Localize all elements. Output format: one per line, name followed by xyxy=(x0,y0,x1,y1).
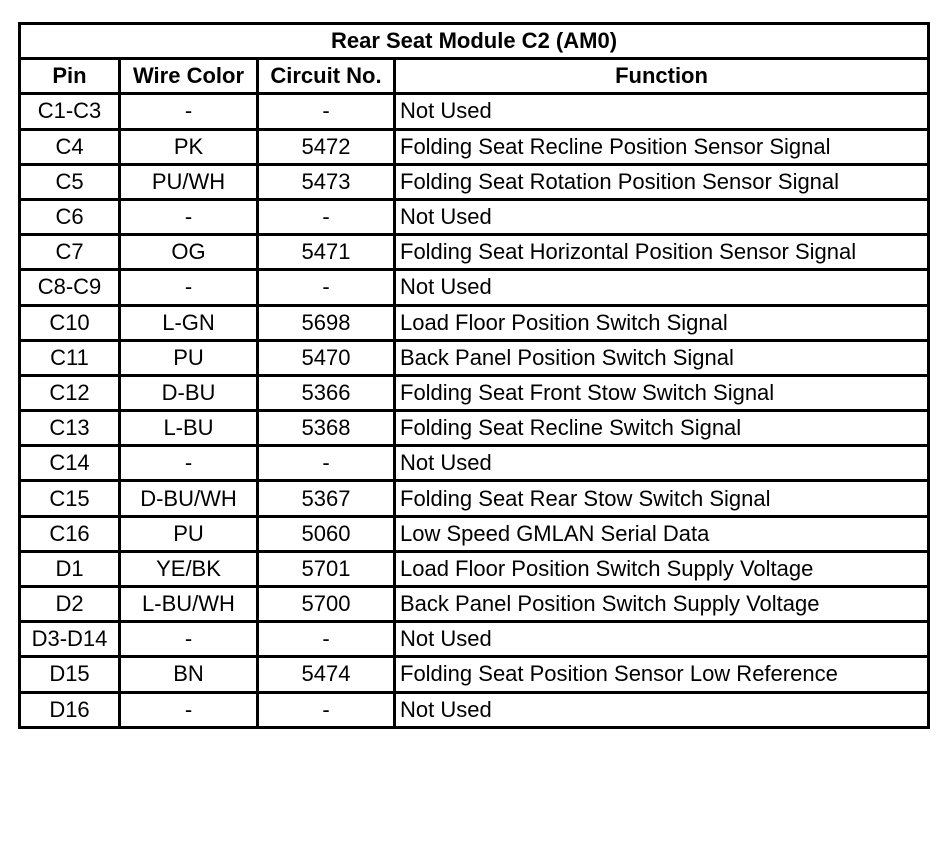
header-circuit-no: Circuit No. xyxy=(258,59,395,94)
pin-cell: C16 xyxy=(20,516,120,551)
pin-cell: C8-C9 xyxy=(20,270,120,305)
function-cell: Folding Seat Position Sensor Low Reference xyxy=(395,657,929,692)
function-cell: Not Used xyxy=(395,94,929,129)
wire-color-cell: - xyxy=(120,446,258,481)
table-row xyxy=(20,692,929,727)
pin-cell: C7 xyxy=(20,235,120,270)
table-row xyxy=(20,94,929,129)
circuit-no-cell: 5473 xyxy=(258,164,395,199)
circuit-no-cell: 5367 xyxy=(258,481,395,516)
circuit-no-cell: 5470 xyxy=(258,340,395,375)
pin-cell: C12 xyxy=(20,375,120,410)
pin-cell: C14 xyxy=(20,446,120,481)
function-cell: Folding Seat Recline Position Sensor Signal xyxy=(395,129,929,164)
pin-cell: D16 xyxy=(20,692,120,727)
circuit-no-cell: 5472 xyxy=(258,129,395,164)
table-row xyxy=(20,446,929,481)
pin-cell: C10 xyxy=(20,305,120,340)
wire-color-cell: - xyxy=(120,692,258,727)
function-cell: Not Used xyxy=(395,692,929,727)
pin-cell: C6 xyxy=(20,199,120,234)
wire-color-cell: BN xyxy=(120,657,258,692)
wire-color-cell: PU xyxy=(120,340,258,375)
function-cell: Not Used xyxy=(395,270,929,305)
table-row xyxy=(20,270,929,305)
wire-color-cell: L-BU/WH xyxy=(120,587,258,622)
table-row xyxy=(20,129,929,164)
pin-cell: D15 xyxy=(20,657,120,692)
table-row xyxy=(20,375,929,410)
wire-color-cell: PU/WH xyxy=(120,164,258,199)
wire-color-cell: YE/BK xyxy=(120,551,258,586)
wire-color-cell: D-BU xyxy=(120,375,258,410)
pinout-table xyxy=(18,22,930,729)
header-pin: Pin xyxy=(20,59,120,94)
table-row xyxy=(20,305,929,340)
wire-color-cell: PU xyxy=(120,516,258,551)
function-cell: Folding Seat Recline Switch Signal xyxy=(395,411,929,446)
wire-color-cell: D-BU/WH xyxy=(120,481,258,516)
table-row xyxy=(20,481,929,516)
pin-cell: C5 xyxy=(20,164,120,199)
circuit-no-cell: - xyxy=(258,199,395,234)
table-row xyxy=(20,235,929,270)
table-row xyxy=(20,411,929,446)
circuit-no-cell: 5366 xyxy=(258,375,395,410)
function-cell: Not Used xyxy=(395,199,929,234)
circuit-no-cell: - xyxy=(258,622,395,657)
function-cell: Back Panel Position Switch Signal xyxy=(395,340,929,375)
table-title-row xyxy=(20,24,929,59)
wire-color-cell: - xyxy=(120,622,258,657)
circuit-no-cell: 5474 xyxy=(258,657,395,692)
function-cell: Load Floor Position Switch Supply Voltage xyxy=(395,551,929,586)
circuit-no-cell: - xyxy=(258,692,395,727)
circuit-no-cell: 5701 xyxy=(258,551,395,586)
pin-cell: C11 xyxy=(20,340,120,375)
pin-cell: D1 xyxy=(20,551,120,586)
table-row xyxy=(20,516,929,551)
wire-color-cell: L-GN xyxy=(120,305,258,340)
table-row xyxy=(20,657,929,692)
circuit-no-cell: 5700 xyxy=(258,587,395,622)
wire-color-cell: - xyxy=(120,270,258,305)
function-cell: Folding Seat Rotation Position Sensor Signal xyxy=(395,164,929,199)
table-row xyxy=(20,587,929,622)
wire-color-cell: - xyxy=(120,199,258,234)
header-wire-color: Wire Color xyxy=(120,59,258,94)
function-cell: Back Panel Position Switch Supply Voltage xyxy=(395,587,929,622)
table-row xyxy=(20,622,929,657)
table-row xyxy=(20,551,929,586)
circuit-no-cell: 5471 xyxy=(258,235,395,270)
wire-color-cell: L-BU xyxy=(120,411,258,446)
circuit-no-cell: 5698 xyxy=(258,305,395,340)
function-cell: Not Used xyxy=(395,622,929,657)
function-cell: Not Used xyxy=(395,446,929,481)
pin-cell: C1-C3 xyxy=(20,94,120,129)
pin-cell: C4 xyxy=(20,129,120,164)
wire-color-cell: PK xyxy=(120,129,258,164)
pin-cell: D2 xyxy=(20,587,120,622)
circuit-no-cell: - xyxy=(258,446,395,481)
table-row xyxy=(20,340,929,375)
pin-cell: D3-D14 xyxy=(20,622,120,657)
circuit-no-cell: - xyxy=(258,94,395,129)
wire-color-cell: OG xyxy=(120,235,258,270)
header-function: Function xyxy=(395,59,929,94)
circuit-no-cell: 5368 xyxy=(258,411,395,446)
circuit-no-cell: - xyxy=(258,270,395,305)
pin-cell: C15 xyxy=(20,481,120,516)
wire-color-cell: - xyxy=(120,94,258,129)
function-cell: Low Speed GMLAN Serial Data xyxy=(395,516,929,551)
function-cell: Folding Seat Front Stow Switch Signal xyxy=(395,375,929,410)
table-title: Rear Seat Module C2 (AM0) xyxy=(20,24,929,59)
table-body xyxy=(20,94,929,727)
table-row xyxy=(20,199,929,234)
function-cell: Folding Seat Rear Stow Switch Signal xyxy=(395,481,929,516)
table-row xyxy=(20,164,929,199)
function-cell: Folding Seat Horizontal Position Sensor Signal xyxy=(395,235,929,270)
function-cell: Load Floor Position Switch Signal xyxy=(395,305,929,340)
table-header-row xyxy=(20,59,929,94)
pin-cell: C13 xyxy=(20,411,120,446)
circuit-no-cell: 5060 xyxy=(258,516,395,551)
